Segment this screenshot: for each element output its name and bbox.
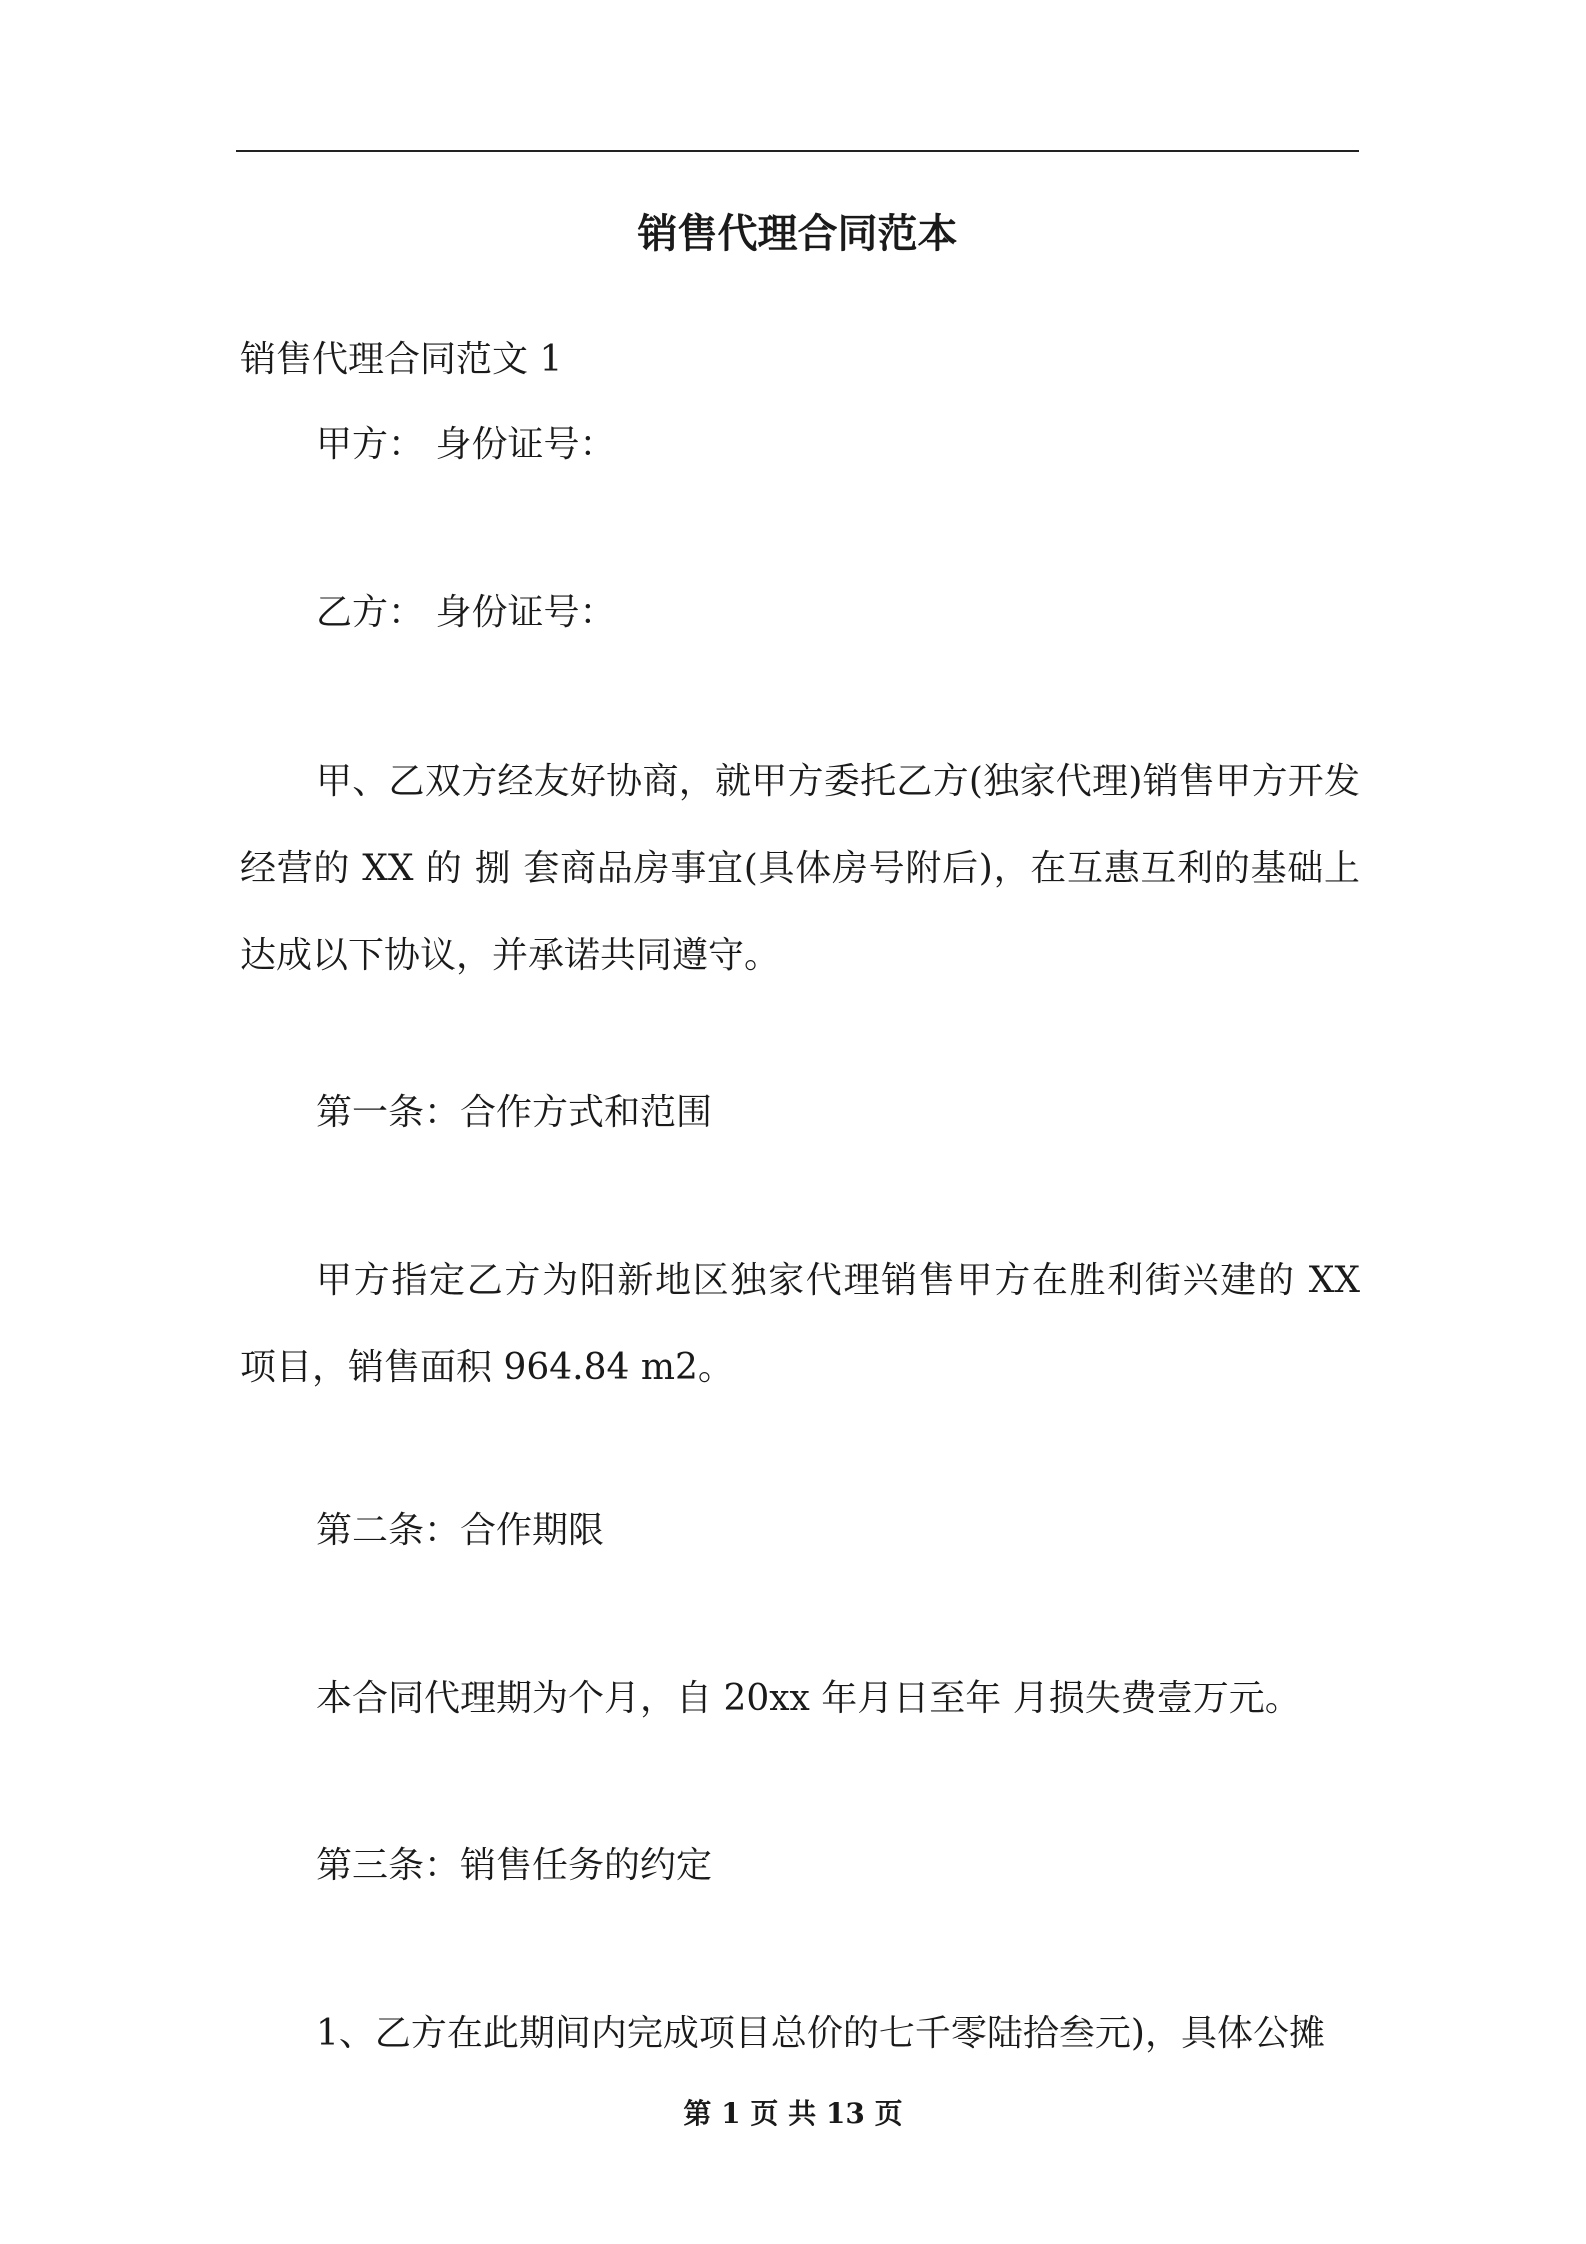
intro-paragraph: 甲、乙双方经友好协商，就甲方委托乙方(独家代理)销售甲方开发经营的 XX 的 捌 套商品房事宜(具体房号附后)，在互惠互利的基础上达成以下协议，并承诺共同遵守。 bbox=[240, 761, 1360, 976]
article-1-body: 甲方指定乙方为阳新地区独家代理销售甲方在胜利街兴建的 XX 项目，销售面积 964.84 m2。 bbox=[240, 1260, 1360, 1388]
article-2-body: 本合同代理期为个月，自 20xx 年月日至年 月损失费壹万元。 bbox=[316, 1678, 1301, 1719]
article-3-heading: 第三条：销售任务的约定 bbox=[316, 1845, 713, 1886]
article-1-heading: 第一条：合作方式和范围 bbox=[316, 1092, 713, 1133]
party-a-line: 甲方： 身份证号： bbox=[316, 424, 616, 465]
document-title: 销售代理合同范本 bbox=[637, 210, 958, 257]
document-subtitle: 销售代理合同范文 1 bbox=[240, 339, 563, 380]
header-rule bbox=[236, 150, 1359, 152]
article-2-heading: 第二条：合作期限 bbox=[316, 1510, 605, 1551]
party-b-line: 乙方： 身份证号： bbox=[316, 592, 616, 633]
article-3-item-1: 1、乙方在此期间内完成项目总价的七千零陆拾叁元)，具体公摊 bbox=[316, 2013, 1325, 2054]
page-number: 第 1 页 共 13 页 bbox=[683, 2097, 903, 2130]
